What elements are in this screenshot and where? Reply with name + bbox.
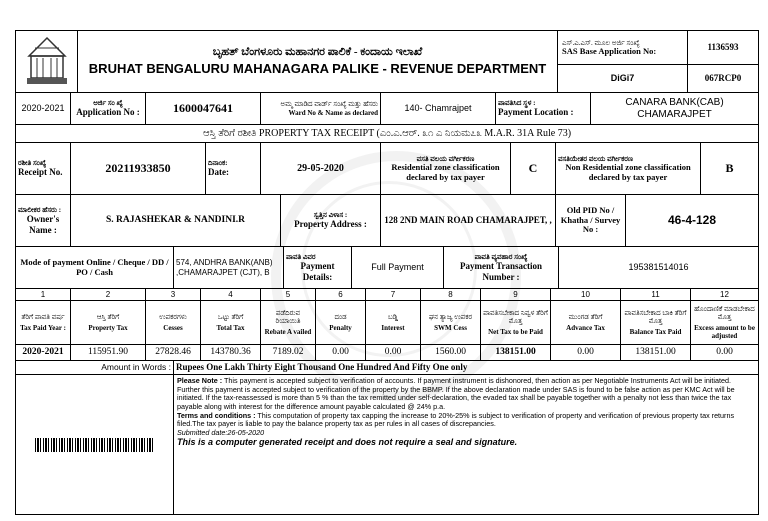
receipt-label-kn: ರಶೀತಿ ಸಂಖ್ಯೆ xyxy=(18,159,47,168)
terms-label: Terms and conditions : xyxy=(177,410,256,420)
receipt-code: 067RCP0 xyxy=(704,72,742,83)
owner-label-en: Owner's Name : xyxy=(26,214,60,235)
column-value: 0.00 xyxy=(366,345,421,360)
note-text: This payment is accepted subject to verification of accounts. If payment instrument is dishonored, then action as per Negotiable Instruments Act will be initiated. Further this payment is accepted subject to verification of the property by the BBMP. If the above declaration made under SAS is found to be false action as per KMC Act will be initiated. If the tax-reassessed is more than 5 % than the tax remitted under self-declaration, the evaded tax shall be payable together with a penalty not less than twice the tax payable along with interest for the difference amount payable calculated @ 24% p.a. xyxy=(177,376,735,411)
receipt-frame xyxy=(15,30,759,515)
column-header xyxy=(71,301,146,344)
column-number: 1 xyxy=(16,289,71,300)
transaction-label-kn: ಪಾವತಿ ವ್ಯವಹಾರ ಸಂಖ್ಯೆ xyxy=(474,253,528,262)
ward-label xyxy=(261,93,381,124)
address-label-en: Property Address : xyxy=(294,219,367,230)
barcode xyxy=(35,438,155,452)
ward-label-en: Ward No & Name as declared xyxy=(288,108,378,117)
payment-details: Full Payment xyxy=(352,247,444,288)
terms-text: This computation of property tax capping the increase to 20%-25% is subject to verification of property and verification of previous property tax returns filed.The tax payer is liable to pay the balance property tax as per rules in all cases of discrepancies. xyxy=(177,410,735,429)
column-header xyxy=(261,301,316,344)
application-label-en: Application No : xyxy=(76,107,140,118)
column-header-kn: ದಂಡ xyxy=(334,313,347,322)
application-number: 1600047641 xyxy=(146,93,261,124)
column-number: 7 xyxy=(366,289,421,300)
nonresidential-label-kn: ವಸತಿಯೇತರ ವಲಯ ವರ್ಗೀಕರಣ xyxy=(558,154,633,163)
column-number-row xyxy=(16,289,758,301)
bbmp-logo xyxy=(16,31,78,92)
column-header-en: Advance Tax xyxy=(566,323,605,332)
main-title: BRUHAT BENGALURU MAHANAGARA PALIKE - REVENUE DEPARTMENT xyxy=(88,61,547,77)
column-header xyxy=(551,301,621,344)
note-label: Please Note : xyxy=(177,376,223,385)
column-header-kn: ಒಟ್ಟು ತೆರಿಗೆ xyxy=(217,313,244,322)
ward-value: 140- Chamrajpet xyxy=(381,93,496,124)
residential-label-en: Residential zone classification declared by tax payer xyxy=(391,161,500,182)
owner-label-kn: ಮಾಲೀಕರ ಹೆಸರು : xyxy=(18,206,62,215)
column-value: 1560.00 xyxy=(421,345,481,360)
info-row xyxy=(16,93,758,125)
column-header-kn: ಪಾವತಿಸಬೇಕಾದ ಬಾಕಿ ತೆರಿಗೆ ಮೊತ್ತ xyxy=(624,309,687,326)
column-value: 115951.90 xyxy=(71,345,146,360)
amount-words: Rupees One Lakh Thirty Eight Thousand One Hundred And Fifty One only xyxy=(176,362,468,373)
kannada-title: ಬೃಹತ್ ಬೆಂಗಳೂರು ಮಹಾನಗರ ಪಾಲಿಕೆ - ಕಂದಾಯ ಇಲಾಖೆ xyxy=(212,45,423,58)
column-number: 3 xyxy=(146,289,201,300)
transaction-label xyxy=(444,247,559,288)
column-header xyxy=(146,301,201,344)
column-number: 4 xyxy=(201,289,261,300)
nonresidential-label-en: Non Residential zone classification declared by tax payer xyxy=(565,161,691,182)
column-header-en: Cesses xyxy=(163,323,183,332)
column-header-kn: ತೆರಿಗೆ ಪಾವತಿ ವರ್ಷ xyxy=(21,313,65,322)
mode-label: Mode of payment Online / Cheque / DD / PO / Cash xyxy=(16,247,174,288)
column-header-en: Tax Paid Year : xyxy=(20,323,66,332)
footer-note: This is a computer generated receipt and does not require a seal and signature. xyxy=(177,437,518,448)
submitted-date: Submitted date:26-05-2020 xyxy=(177,427,265,437)
column-number: 5 xyxy=(261,289,316,300)
column-header-row xyxy=(16,301,758,345)
location-label xyxy=(496,93,591,124)
column-header-en: Balance Tax Paid xyxy=(629,327,682,336)
column-header-kn: ಘನ ತ್ಯಾಜ್ಯ ಉಪಕರ xyxy=(428,313,473,322)
transaction-label-en: Payment Transaction Number : xyxy=(460,261,542,282)
location-label-en: Payment Location : xyxy=(498,107,574,118)
date-label xyxy=(206,143,261,194)
receipt-title: ಆಸ್ತಿ ತೆರಿಗೆ ರಶೀತಿ PROPERTY TAX RECEIPT (ಎಂ.ಎ.ಆರ್. ೩೧ ಎ ನಿಯಮ೭೩ M.A.R. 31A Rule 73) xyxy=(202,127,572,139)
column-number: 11 xyxy=(621,289,691,300)
column-value: 0.00 xyxy=(316,345,366,360)
column-header xyxy=(691,301,758,344)
column-number: 10 xyxy=(551,289,621,300)
date-value: 29-05-2020 xyxy=(261,143,381,194)
column-header-kn: ಮುಂಗಡ ತೆರಿಗೆ xyxy=(568,313,603,322)
column-header-en: Penalty xyxy=(329,323,352,332)
date-label-en: Date: xyxy=(208,167,229,178)
location-value: CANARA BANK(CAB) CHAMARAJPET xyxy=(625,97,724,120)
bank-name: 574, ANDHRA BANK(ANB) ,CHAMARAJPET (CJT), B xyxy=(174,247,284,288)
amount-words-row xyxy=(16,361,758,375)
sas-label-block xyxy=(558,31,688,92)
column-number: 6 xyxy=(316,289,366,300)
residential-label xyxy=(381,143,511,194)
column-value: 0.00 xyxy=(716,347,733,358)
column-number: 2 xyxy=(71,289,146,300)
column-header-en: Interest xyxy=(381,323,405,332)
address-label xyxy=(281,195,381,246)
column-number: 12 xyxy=(720,289,729,299)
column-header-en: Excess amount to be adjusted xyxy=(694,323,755,340)
column-value: 7189.02 xyxy=(261,345,316,360)
receipt-label-en: Receipt No. xyxy=(18,167,63,178)
column-value: 143780.36 xyxy=(201,345,261,360)
emblem-icon xyxy=(25,36,69,88)
details-label xyxy=(284,247,352,288)
column-header xyxy=(316,301,366,344)
payment-row xyxy=(16,247,758,289)
barcode-cell xyxy=(16,375,174,514)
receipt-row xyxy=(16,143,758,195)
column-value: 2020-2021 xyxy=(16,345,71,360)
column-header-en: Property Tax xyxy=(88,323,128,332)
property-address: 128 2ND MAIN ROAD CHAMARAJPET, , xyxy=(381,195,556,246)
details-label-kn: ಪಾವತಿ ವಿವರ xyxy=(286,253,316,262)
receipt-label xyxy=(16,143,71,194)
column-header-en: Net Tax to be Paid xyxy=(488,327,543,336)
column-header-kn: ಪಾವತಿಸಬೇಕಾದ ನಿವ್ವಳ ತೆರಿಗೆ ಮೊತ್ತ xyxy=(483,309,548,326)
column-header-kn: ಹೊಂದಾಣಿಕೆ ಮಾಡಬೇಕಾದ ಮೊತ್ತ xyxy=(694,305,755,322)
column-header-kn: ಬಡ್ಡಿ xyxy=(388,313,398,322)
date-label-kn: ದಿನಾಂಕ: xyxy=(208,159,228,168)
owner-row xyxy=(16,195,758,247)
sas-label-kn: ಎಸ್.ಎ.ಎಸ್. ಮೂಲ ಅರ್ಜಿ ಸಂಖ್ಯೆ xyxy=(562,38,640,47)
notes-row xyxy=(16,375,758,514)
sas-value: 1136593 xyxy=(707,42,739,53)
column-header xyxy=(366,301,421,344)
residential-value: C xyxy=(511,143,556,194)
amount-words-label: Amount in Words : xyxy=(16,361,174,374)
column-number: 8 xyxy=(421,289,481,300)
column-value: 138151.00 xyxy=(481,345,551,360)
details-label-en: Payment Details: xyxy=(300,261,335,282)
column-value: 0.00 xyxy=(551,345,621,360)
column-value: 138151.00 xyxy=(621,345,691,360)
column-header xyxy=(621,301,691,344)
location-label-kn: ಪಾವತಿಸಿದ ಸ್ಥಳ : xyxy=(498,99,536,108)
column-header xyxy=(16,301,71,344)
column-header-kn: ಪಡೆದಿರುವ ರಿಯಾಯಿತಿ xyxy=(275,309,301,326)
column-header xyxy=(481,301,551,344)
address-label-kn: ಸ್ವತ್ತಿನ ವಿಳಾಸ : xyxy=(313,211,348,220)
column-value-row xyxy=(16,345,758,361)
column-header-en: Rebate A vailed xyxy=(264,327,312,336)
header-row xyxy=(16,31,758,93)
owner-label xyxy=(16,195,71,246)
column-header-kn: ಆಸ್ತಿ ತೆರಿಗೆ xyxy=(96,313,120,322)
column-header xyxy=(201,301,261,344)
sas-value-block xyxy=(688,31,758,92)
notes-block xyxy=(174,375,758,514)
column-header-en: SWM Cess xyxy=(434,323,467,332)
receipt-number: 20211933850 xyxy=(71,143,206,194)
application-label-kn: ಅರ್ಜಿ ಸಂ ಖ್ಯೆ xyxy=(93,99,123,108)
nonresidential-value: B xyxy=(725,160,734,175)
owner-name: S. RAJASHEKAR & NANDINI.R xyxy=(71,195,281,246)
digi-code: DiGi7 xyxy=(610,72,635,83)
header-title-block xyxy=(78,31,558,92)
pid-value: 46-4-128 xyxy=(667,212,717,227)
column-header xyxy=(421,301,481,344)
residential-label-kn: ವಸತಿ ವಲಯ ವರ್ಗೀಕರಣ xyxy=(416,154,475,163)
pid-label: Old PID No / Khatha / Survey No : xyxy=(556,195,626,246)
column-number: 9 xyxy=(481,289,551,300)
ward-label-kn: ಅಮ್ಮ ಮಾಡಿದ ವಾರ್ಡ್ ಸಂಖ್ಯೆ ಮತ್ತು ಹೆಸರು xyxy=(280,100,378,109)
application-label xyxy=(71,93,146,124)
column-value: 27828.46 xyxy=(146,345,201,360)
column-header-kn: ಉಪಕರಗಳು xyxy=(159,313,187,322)
year: 2020-2021 xyxy=(16,93,71,124)
nonresidential-label xyxy=(556,143,701,194)
transaction-number: 195381514016 xyxy=(628,262,689,273)
column-header-en: Total Tax xyxy=(216,323,245,332)
sas-label: SAS Base Application No: xyxy=(562,45,657,56)
receipt-title-row xyxy=(16,125,758,143)
